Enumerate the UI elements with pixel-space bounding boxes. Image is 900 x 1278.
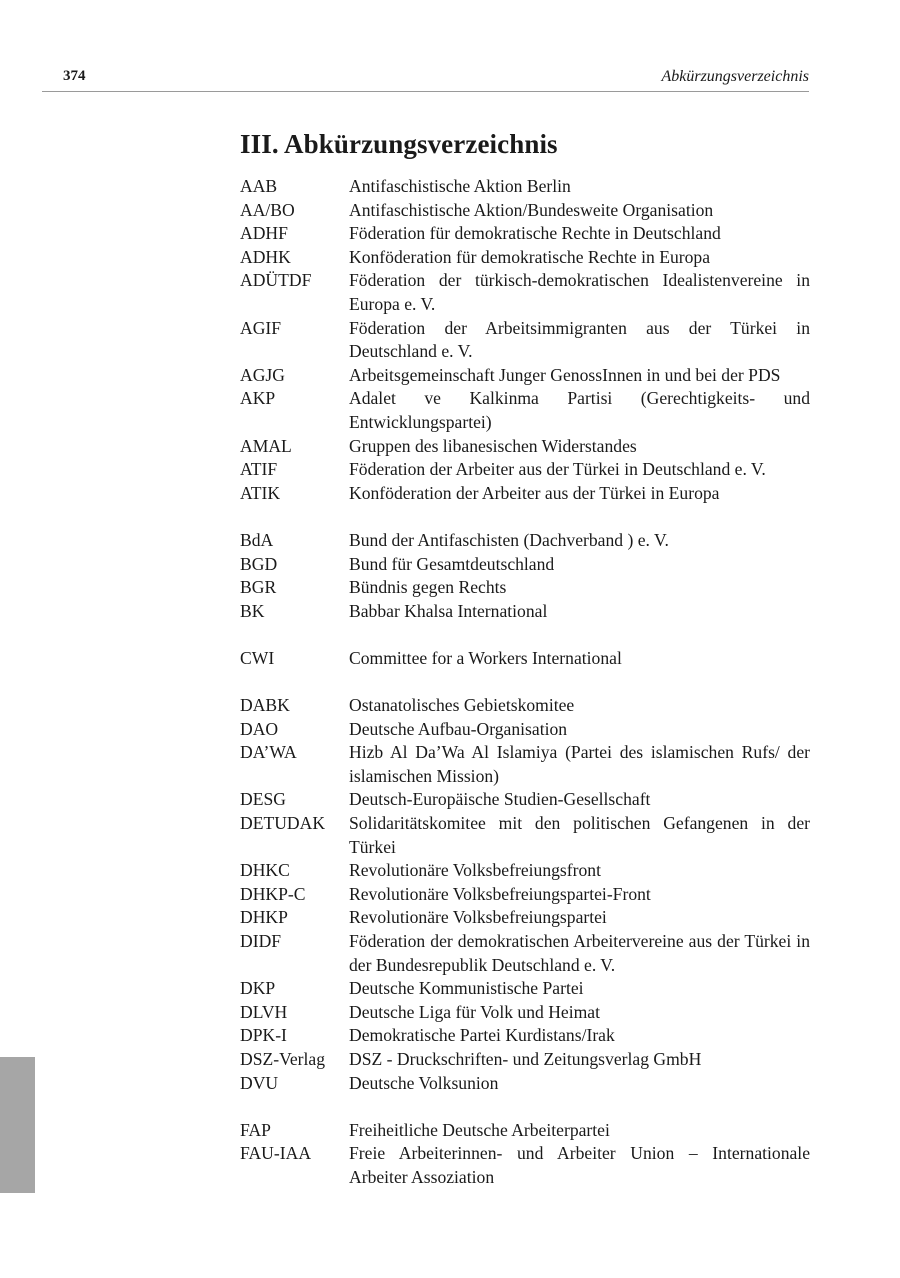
abbreviation-term: DA’WA [240, 742, 297, 763]
abbreviation-term: DAO [240, 718, 279, 739]
abbreviation-term: AKP [240, 388, 276, 409]
abbreviation-term: FAP [240, 1119, 271, 1140]
abbreviation-term: DPK-I [240, 1025, 287, 1046]
abbreviation-definition: Föderation der Arbeitsimmigranten aus der Türkei in Deutschland e. V. [349, 317, 810, 362]
abbreviation-term: ADHF [240, 223, 288, 244]
abbreviation-entry [240, 553, 810, 577]
abbreviation-definition: Babbar Khalsa International [349, 600, 548, 621]
abbreviation-entry [240, 930, 810, 977]
thumb-index-tab [0, 1057, 35, 1193]
abbreviation-term: DESG [240, 789, 286, 810]
abbreviation-term: ATIK [240, 482, 281, 503]
abbreviation-term: FAU-IAA [240, 1143, 312, 1164]
abbreviation-definition: Committee for a Workers International [349, 647, 622, 668]
abbreviation-entry [240, 576, 810, 600]
abbreviation-definition: Deutsche Kommunistische Partei [349, 978, 584, 999]
abbreviation-entry [240, 977, 810, 1001]
abbreviation-term: DHKP-C [240, 883, 306, 904]
abbreviation-entry [240, 1119, 810, 1143]
abbreviation-entry [240, 175, 810, 199]
abbreviation-term: AGJG [240, 364, 285, 385]
abbreviation-definition: Föderation für demokratische Rechte in Deutschland [349, 223, 721, 244]
abbreviation-definition: Revolutionäre Volksbefreiungsfront [349, 860, 601, 881]
abbreviation-definition: Gruppen des libanesischen Widerstandes [349, 435, 637, 456]
abbreviation-definition: Bündnis gegen Rechts [349, 577, 507, 598]
abbreviation-definition: Bund der Antifaschisten (Dachverband ) e. V. [349, 529, 669, 550]
running-title: Abkürzungsverzeichnis [661, 68, 809, 85]
abbreviation-definition: Revolutionäre Volksbefreiungspartei [349, 907, 607, 928]
abbreviation-entry [240, 435, 810, 459]
abbreviation-definition: Föderation der Arbeiter aus der Türkei in Deutschland e. V. [349, 459, 766, 480]
abbreviation-term: DHKC [240, 860, 290, 881]
abbreviation-entry [240, 812, 810, 859]
abbreviation-term: DIDF [240, 931, 282, 951]
abbreviation-term: AAB [240, 176, 278, 196]
abbreviation-term: DABK [240, 695, 290, 716]
abbreviation-entry [240, 364, 810, 388]
abbreviation-entry [240, 883, 810, 907]
abbreviation-term: DSZ-Verlag [240, 1048, 326, 1069]
abbreviation-entry [240, 269, 810, 316]
abbreviation-term: BGR [240, 577, 277, 598]
abbreviation-definition: DSZ - Druckschriften- und Zeitungsverlag GmbH [349, 1048, 702, 1069]
abbreviation-list [240, 175, 810, 1190]
running-head [42, 66, 809, 92]
abbreviation-definition: Adalet ve Kalkinma Partisi (Gerechtigkeits- und Entwicklungspartei) [349, 388, 810, 432]
abbreviation-definition: Deutsche Aufbau-Organisation [349, 718, 568, 739]
abbreviation-entry [240, 906, 810, 930]
abbreviation-entry [240, 741, 810, 788]
abbreviation-definition: Arbeitsgemeinschaft Junger GenossInnen in und bei der PDS [349, 364, 781, 385]
abbreviation-definition: Freiheitliche Deutsche Arbeiterpartei [349, 1119, 610, 1140]
abbreviation-definition: Revolutionäre Volksbefreiungspartei-Front [349, 883, 651, 904]
abbreviation-definition: Bund für Gesamtdeutschland [349, 553, 555, 574]
abbreviation-term: BK [240, 600, 265, 621]
abbreviation-term: DKP [240, 978, 276, 999]
page-number: 374 [63, 68, 86, 84]
abbreviation-entry [240, 1024, 810, 1048]
abbreviation-definition: Deutsche Liga für Volk und Heimat [349, 1001, 600, 1022]
abbreviation-entry [240, 529, 810, 553]
abbreviation-term: DLVH [240, 1001, 288, 1022]
abbreviation-entry [240, 317, 810, 364]
abbreviation-entry [240, 458, 810, 482]
abbreviation-definition: Deutsch-Europäische Studien-Gesellschaft [349, 789, 651, 810]
abbreviation-entry [240, 718, 810, 742]
abbreviation-term: DETUDAK [240, 813, 326, 834]
abbreviation-term: ADÜTDF [240, 270, 312, 291]
abbreviation-definition: Ostanatolisches Gebietskomitee [349, 695, 575, 716]
abbreviation-entry [240, 1001, 810, 1025]
abbreviation-entry [240, 859, 810, 883]
abbreviation-definition: Demokratische Partei Kurdistans/Irak [349, 1025, 615, 1046]
abbreviation-term: ATIF [240, 459, 278, 480]
abbreviation-definition: Antifaschistische Aktion Berlin [349, 176, 571, 196]
abbreviation-entry [240, 694, 810, 718]
abbreviation-term: BGD [240, 553, 278, 574]
abbreviation-term: AA/BO [240, 199, 295, 220]
abbreviation-definition: Antifaschistische Aktion/Bundesweite Organisation [349, 199, 714, 220]
abbreviation-entry [240, 788, 810, 812]
abbreviation-definition: Freie Arbeiterinnen- und Arbeiter Union – Internationale Arbeiter Assoziation [349, 1143, 810, 1187]
abbreviation-term: DHKP [240, 907, 288, 928]
abbreviation-entry [240, 246, 810, 270]
abbreviation-entry [240, 647, 810, 671]
abbreviation-definition: Konföderation für demokratische Rechte in Europa [349, 246, 711, 267]
abbreviation-definition: Föderation der türkisch-demokratischen Idealistenvereine in Europa e. V. [349, 270, 810, 314]
abbreviation-definition: Konföderation der Arbeiter aus der Türkei in Europa [349, 482, 720, 503]
abbreviation-entry [240, 1072, 810, 1096]
abbreviation-term: BdA [240, 529, 274, 550]
abbreviation-entry [240, 482, 810, 506]
abbreviation-definition: Deutsche Volksunion [349, 1072, 499, 1093]
abbreviation-entry [240, 387, 810, 434]
section-title: III. Abkürzungsverzeichnis [240, 129, 558, 159]
abbreviation-term: AMAL [240, 435, 292, 456]
abbreviation-entry [240, 1048, 810, 1072]
abbreviation-term: CWI [240, 647, 275, 668]
abbreviation-term: ADHK [240, 246, 291, 267]
abbreviation-term: DVU [240, 1072, 279, 1093]
abbreviation-entry [240, 1142, 810, 1189]
abbreviation-entry [240, 222, 810, 246]
abbreviation-definition: Solidaritätskomitee mit den politischen Gefangenen in der Türkei [349, 813, 810, 857]
abbreviation-entry [240, 600, 810, 624]
abbreviation-definition: Föderation der demokratischen Arbeitervereine aus der Türkei in der Bundesrepublik Deutschland e. V. [349, 931, 810, 975]
abbreviation-definition: Hizb Al Da’Wa Al Islamiya (Partei des islamischen Rufs/ der islamischen Mission) [349, 742, 810, 786]
abbreviation-term: AGIF [240, 317, 282, 338]
abbreviation-entry [240, 199, 810, 223]
